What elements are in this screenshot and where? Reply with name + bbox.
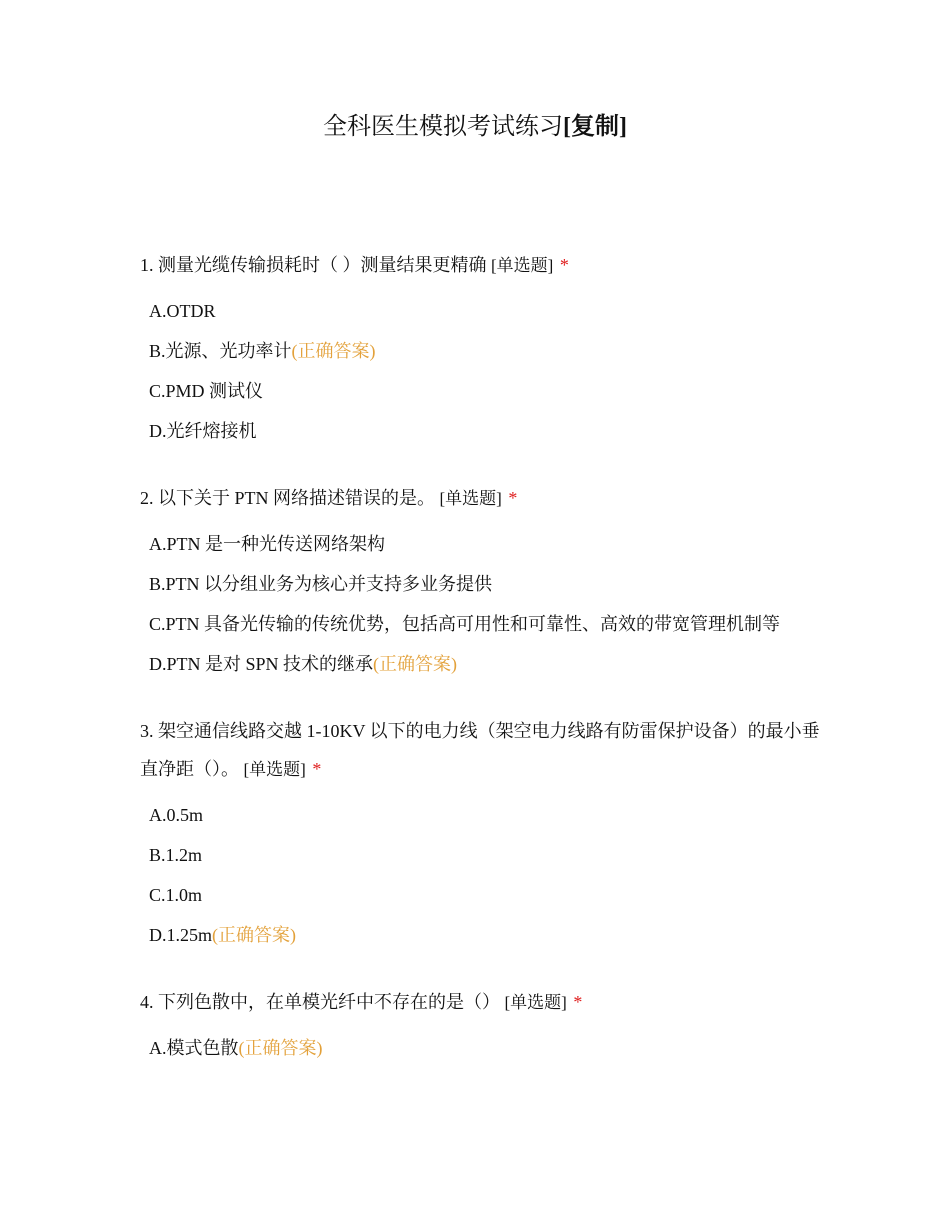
option-label: A.PTN 是一种光传送网络架构	[149, 534, 386, 554]
option-label: B.光源、光功率计	[149, 341, 292, 361]
option-label: A.0.5m	[149, 805, 203, 825]
option-list	[140, 795, 820, 955]
option-item	[140, 915, 820, 955]
option-item	[140, 604, 820, 644]
option-label: A.模式色散	[149, 1038, 239, 1058]
required-asterisk: *	[508, 488, 518, 508]
question-list	[140, 246, 820, 1096]
option-label: C.1.0m	[149, 885, 203, 905]
question-stem: 1. 测量光缆传输损耗时（ ）测量结果更精确	[140, 255, 487, 275]
option-list	[140, 524, 820, 684]
question-type: [单选题]	[491, 256, 554, 275]
question-stem: 3. 架空通信线路交越 1-10KV 以下的电力线（架空电力线路有防雷保护设备）的最小垂直净距（）。	[140, 721, 820, 779]
question-text	[140, 983, 820, 1022]
question-type: [单选题]	[439, 489, 502, 508]
option-item	[140, 524, 820, 564]
option-label: C.PMD 测试仪	[149, 381, 264, 401]
option-item	[140, 371, 820, 411]
question-text	[140, 712, 820, 789]
option-item	[140, 1028, 820, 1068]
option-label: B.1.2m	[149, 845, 203, 865]
title-suffix: [复制]	[563, 114, 627, 140]
question-text	[140, 246, 820, 285]
option-label: B.PTN 以分组业务为核心并支持多业务提供	[149, 574, 493, 594]
page-title	[0, 110, 950, 144]
required-asterisk: *	[559, 255, 569, 275]
question-stem: 2. 以下关于 PTN 网络描述错误的是。	[140, 488, 436, 508]
option-item	[140, 331, 820, 371]
option-item	[140, 875, 820, 915]
option-list	[140, 291, 820, 451]
option-label: D.光纤熔接机	[149, 421, 257, 441]
correct-answer-tag: (正确答案)	[238, 1038, 323, 1058]
option-label: D.PTN 是对 SPN 技术的继承	[149, 654, 374, 674]
option-item	[140, 835, 820, 875]
correct-answer-tag: (正确答案)	[212, 925, 296, 945]
option-item	[140, 291, 820, 331]
required-asterisk: *	[573, 992, 583, 1012]
question-type: [单选题]	[504, 993, 567, 1012]
question-text	[140, 479, 820, 518]
option-list	[140, 1028, 820, 1068]
option-label: C.PTN 具备光传输的传统优势，包括高可用性和可靠性、高效的带宽管理机制等	[149, 614, 781, 634]
correct-answer-tag: (正确答案)	[291, 341, 376, 361]
required-asterisk: *	[312, 759, 322, 779]
question-1	[140, 246, 820, 451]
question-stem: 4. 下列色散中，在单模光纤中不存在的是（）	[140, 992, 500, 1012]
option-item	[140, 564, 820, 604]
option-label: A.OTDR	[149, 301, 216, 321]
option-item	[140, 411, 820, 451]
question-3	[140, 712, 820, 955]
question-2	[140, 479, 820, 684]
question-4	[140, 983, 820, 1068]
correct-answer-tag: (正确答案)	[373, 654, 458, 674]
option-item	[140, 795, 820, 835]
title-text: 全科医生模拟考试练习	[323, 114, 563, 140]
question-type: [单选题]	[243, 760, 306, 779]
option-label: D.1.25m	[149, 925, 212, 945]
option-item	[140, 644, 820, 684]
